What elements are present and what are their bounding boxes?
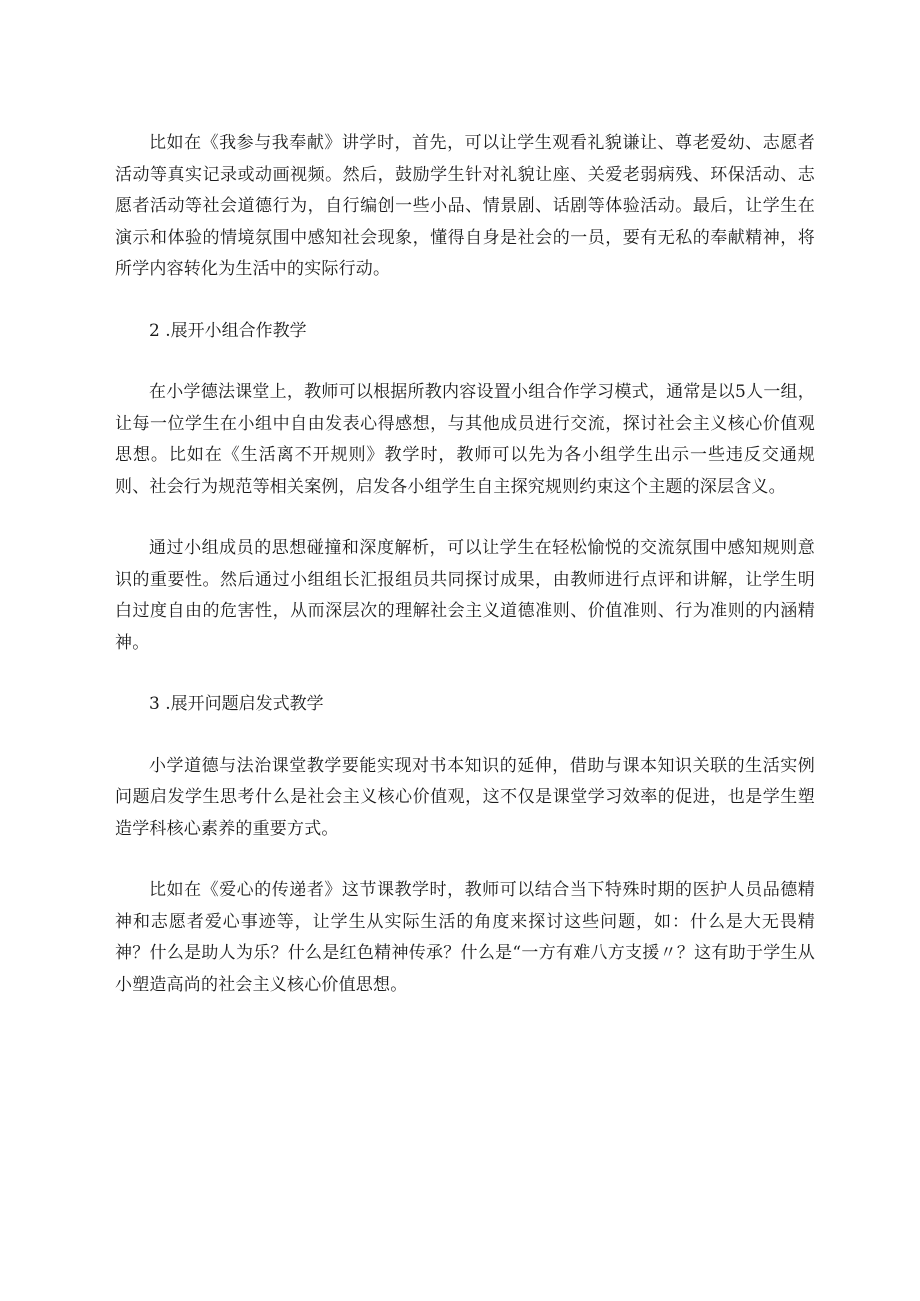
- section-heading-group-cooperation: 2 .展开小组合作教学: [149, 320, 307, 341]
- paragraph-rule-awareness: 通过小组成员的思想碰撞和深度解析，可以让学生在轻松愉悦的交流氛围中感知规则意识的重要性。然后通过小组组长汇报组员共同探讨成果，由教师进行点评和讲解，让学生明白过度自由的危害性，从而深层次的理解社会主义道德准则、价值准则、行为准则的内涵精神。: [115, 538, 815, 653]
- paragraph-knowledge-extension: 小学道德与法治课堂教学要能实现对书本知识的延伸，借助与课本知识关联的生活实例问题启发学生思考什么是社会主义核心价值观，这不仅是课堂学习效率的促进，也是学生塑造学科核心素养的重要方式。: [115, 755, 815, 839]
- paragraph-group-learning: 在小学德法课堂上，教师可以根据所教内容设置小组合作学习模式，通常是以5人一组，让每一位学生在小组中自由发表心得感想，与其他成员进行交流，探讨社会主义核心价值观思想。比如在《生活离不开规则》教学时，教师可以先为各小组学生出示一些违反交通规则、社会行为规范等相关案例，启发各小组学生自主探究规则约束这个主题的深层含义。: [115, 382, 815, 497]
- document-body: [115, 128, 815, 1031]
- paragraph-volunteer-example: 比如在《我参与我奉献》讲学时，首先，可以让学生观看礼貌谦让、尊老爱幼、志愿者活动等真实记录或动画视频。然后，鼓励学生针对礼貌让座、关爱老弱病残、环保活动、志愿者活动等社会道德行为，自行编创一些小品、情景剧、话剧等体验活动。最后，让学生在演示和体验的情境氛围中感知社会现象，懂得自身是社会的一员，要有无私的奉献精神，将所学内容转化为生活中的实际行动。: [115, 133, 815, 279]
- paragraph-love-messenger: 比如在《爱心的传递者》这节课教学时，教师可以结合当下特殊时期的医护人员品德精神和志愿者爱心事迹等，让学生从实际生活的角度来探讨这些问题，如：什么是大无畏精神？什么是助人为乐？什么是红色精神传承？什么是“一方有难八方支援〃？这有助于学生从小塑造高尚的社会主义核心价值思想。: [115, 880, 815, 995]
- section-heading-question-inspiration: 3 .展开问题启发式教学: [149, 694, 324, 714]
